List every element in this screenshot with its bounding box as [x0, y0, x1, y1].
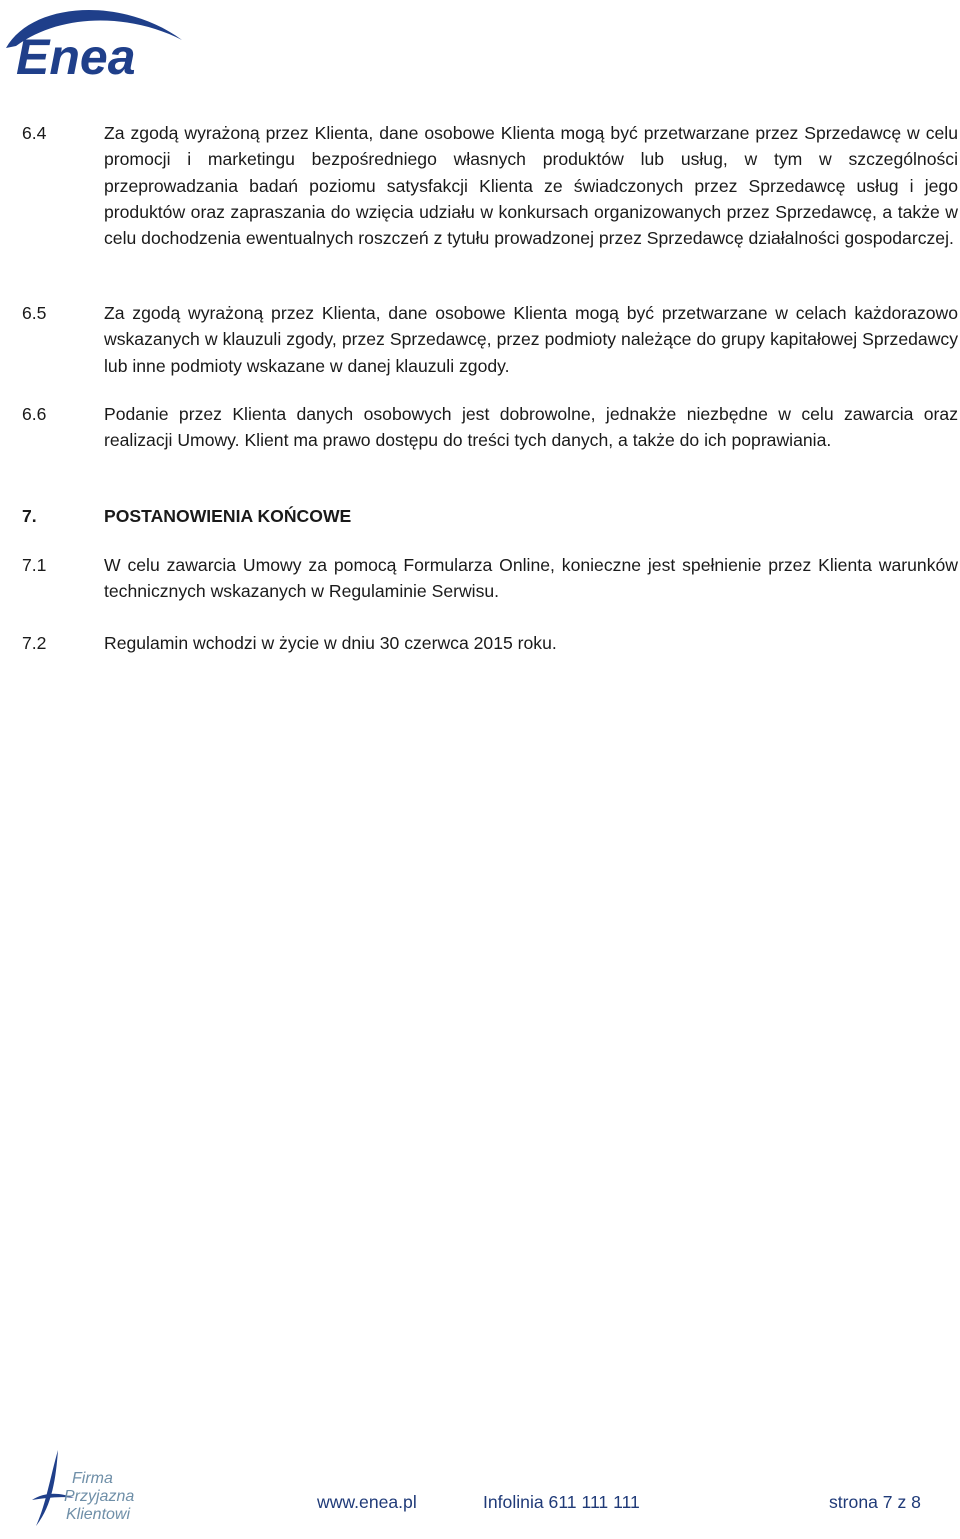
clause-text: Regulamin wchodzi w życie w dniu 30 czerwca 2015 roku. — [104, 633, 557, 653]
enea-logo-graphic — [2, 4, 194, 78]
clause-number: 6.5 — [22, 303, 47, 323]
clause-number: 6.6 — [22, 404, 47, 424]
clause-text: Za zgodą wyrażoną przez Klienta, dane osobowe Klienta mogą być przetwarzane w celach każdorazowo wskazanych w klauzuli zgody, przez Sprzedawcę, przez podmioty należące do grupy kapitałowej Sprzedawcy lub inne podmioty wskazane w danej klauzuli zgody. — [104, 303, 958, 376]
clause-text: Za zgodą wyrażoną przez Klienta, dane osobowe Klienta mogą być przetwarzane przez Sprzedawcę w celu promocji i marketingu bezpośredniego własnych produktów lub usług, w tym w szczególności przeprowadzania badań poziomu satysfakcji Klienta ze świadczonych przez Sprzedawcę usług i jego produktów oraz zapraszania do wzięcia udziału w konkursach organizowanych przez Sprzedawcę, a także w celu dochodzenia ewentualnych roszczeń z tytułu prowadzonej przez Sprzedawcę działalności gospodarczej. — [104, 123, 958, 249]
logo-text: Enea — [16, 29, 136, 78]
badge-line-2: Przyjazna — [64, 1488, 135, 1505]
clause-text: W celu zawarcia Umowy za pomocą Formularza Online, konieczne jest spełnienie przez Klienta warunków technicznych wskazanych w Regulaminie Serwisu. — [104, 555, 958, 602]
clause-number: 7.1 — [22, 555, 47, 575]
badge-line-3: Klientowi — [66, 1506, 131, 1523]
footer-infoline: Infolinia 611 111 111 — [483, 1492, 640, 1512]
badge-line-1: Firma — [72, 1470, 113, 1487]
section-number: 7. — [22, 506, 37, 526]
footer-page-number: strona 7 z 8 — [829, 1492, 921, 1512]
clause-number: 6.4 — [22, 123, 47, 143]
firma-przyjazna-klientowi-badge — [30, 1448, 150, 1530]
clause-text: Podanie przez Klienta danych osobowych jest dobrowolne, jednakże niezbędne w celu zawarcia oraz realizacji Umowy. Klient ma prawo dostępu do treści tych danych, a także do ich poprawiania. — [104, 404, 958, 451]
footer-website-link[interactable]: www.enea.pl — [317, 1492, 417, 1512]
section-title: POSTANOWIENIA KOŃCOWE — [104, 506, 352, 526]
clause-number: 7.2 — [22, 633, 47, 653]
enea-logo — [2, 4, 194, 78]
